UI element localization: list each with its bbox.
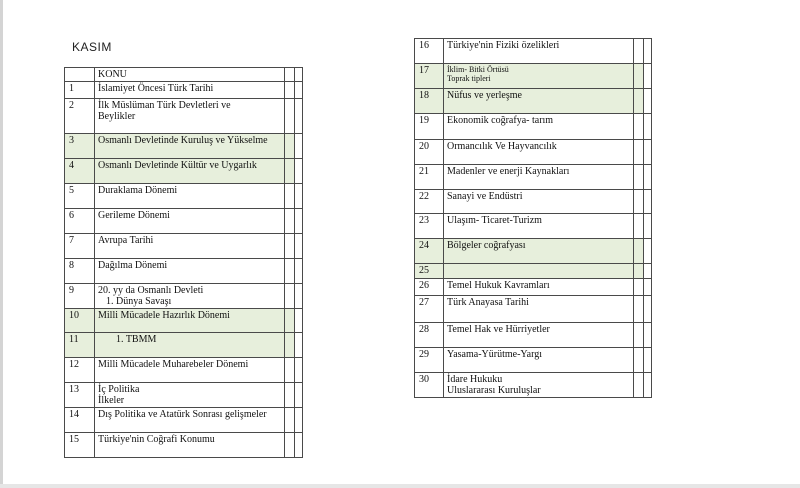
topic-cell: [95, 82, 285, 99]
extra-cell: [285, 209, 295, 234]
row-number: [415, 323, 444, 348]
extra-cell: [634, 239, 644, 264]
topic-cell: [444, 214, 634, 239]
page-title: KASIM: [72, 40, 112, 54]
row-number: [415, 39, 444, 64]
row-number-text: 6: [69, 210, 74, 221]
extra-cell: [295, 209, 303, 234]
table-row: [415, 279, 652, 296]
row-number-text: 4: [69, 160, 74, 171]
row-number-text: 14: [69, 409, 79, 420]
row-number-text: 13: [69, 384, 79, 395]
row-number: [65, 184, 95, 209]
topic-text: 20. yy da Osmanlı Devleti: [98, 285, 204, 296]
row-number: [65, 358, 95, 383]
extra-cell: [634, 64, 644, 89]
topic-cell: [444, 140, 634, 165]
extra-cell: [295, 333, 303, 358]
topic-text: Gerileme Dönemi: [98, 210, 170, 221]
extra-cell: [644, 89, 652, 114]
topic-text: Türk Anayasa Tarihi: [447, 297, 529, 308]
topic-text: Osmanlı Devletinde Kültür ve Uygarlık: [98, 160, 257, 171]
row-number-text: 3: [69, 135, 74, 146]
table-row: [65, 309, 303, 333]
topic-text: Dağılma Dönemi: [98, 260, 168, 271]
row-number-text: 26: [419, 280, 429, 291]
topic-text: Nüfus ve yerleşme: [447, 90, 522, 101]
table-row: [65, 433, 303, 458]
extra-cell: [295, 134, 303, 159]
extra-cell: [644, 323, 652, 348]
extra-cell: [634, 373, 644, 398]
row-number: [65, 383, 95, 408]
extra-cell: [634, 89, 644, 114]
extra-cell: [295, 259, 303, 284]
topic-cell: [444, 296, 634, 323]
topic-text: İslamiyet Öncesi Türk Tarihi: [98, 83, 214, 94]
topic-text: Beylikler: [98, 111, 136, 122]
topic-cell: [444, 348, 634, 373]
header-cell: [95, 68, 285, 82]
row-number-text: 5: [69, 185, 74, 196]
topic-text: Yasama-Yürütme-Yargı: [447, 349, 542, 360]
table-row: [415, 264, 652, 279]
extra-cell: [634, 214, 644, 239]
table-row: [415, 64, 652, 89]
extra-cell: [295, 159, 303, 184]
extra-cell: [644, 165, 652, 190]
extra-cell: [295, 234, 303, 259]
table-row: [65, 184, 303, 209]
row-number: [65, 209, 95, 234]
topic-text: Sanayi ve Endüstri: [447, 191, 523, 202]
topic-cell: [95, 383, 285, 408]
topic-cell: [444, 279, 634, 296]
topic-text: 1. Dünya Savaşı: [106, 296, 172, 307]
topic-cell: [95, 408, 285, 433]
table-row: [65, 333, 303, 358]
extra-cell: [285, 68, 295, 82]
row-number: [415, 190, 444, 214]
row-number-text: 21: [419, 166, 429, 177]
row-number: [415, 114, 444, 140]
extra-cell: [644, 214, 652, 239]
table-row: [415, 323, 652, 348]
topic-cell: [95, 209, 285, 234]
topic-text: Ekonomik coğrafya- tarım: [447, 115, 554, 126]
row-number-text: 8: [69, 260, 74, 271]
row-number: [65, 408, 95, 433]
table-row: [415, 214, 652, 239]
topic-text: Temel Hak ve Hürriyetler: [447, 324, 550, 335]
row-number: [65, 259, 95, 284]
topic-text: Avrupa Tarihi: [98, 235, 154, 246]
extra-cell: [634, 348, 644, 373]
extra-cell: [285, 408, 295, 433]
extra-cell: [285, 309, 295, 333]
extra-cell: [295, 433, 303, 458]
row-number-text: 27: [419, 297, 429, 308]
topics-table-left: [64, 67, 303, 458]
table-row: [65, 284, 303, 309]
topic-cell: [95, 259, 285, 284]
row-number-text: 25: [419, 265, 429, 276]
row-number-text: 18: [419, 90, 429, 101]
window-bottom-edge: [0, 484, 800, 488]
extra-cell: [285, 284, 295, 309]
extra-cell: [634, 190, 644, 214]
row-number: [415, 165, 444, 190]
topic-text: 1. TBMM: [116, 334, 157, 345]
extra-cell: [644, 296, 652, 323]
row-number-text: 2: [69, 100, 74, 111]
row-number: [415, 89, 444, 114]
topic-cell: [95, 99, 285, 134]
row-number-text: 16: [419, 40, 429, 51]
row-number: [65, 333, 95, 358]
row-number-text: 1: [69, 83, 74, 94]
topic-text: Osmanlı Devletinde Kuruluş ve Yükselme: [98, 135, 268, 146]
extra-cell: [295, 408, 303, 433]
extra-cell: [634, 279, 644, 296]
topic-text: İklim- Bitki Örtüsü: [447, 65, 509, 74]
extra-cell: [644, 114, 652, 140]
table-row: [415, 190, 652, 214]
extra-cell: [285, 134, 295, 159]
table-row: [65, 408, 303, 433]
table-row: [65, 68, 303, 82]
extra-cell: [644, 264, 652, 279]
row-number-text: 22: [419, 191, 429, 202]
table-row: [415, 89, 652, 114]
extra-cell: [644, 279, 652, 296]
row-number: [65, 134, 95, 159]
table-row: [65, 358, 303, 383]
topic-text: Ulaşım- Ticaret-Turizm: [447, 215, 542, 226]
extra-cell: [285, 259, 295, 284]
topic-cell: [95, 159, 285, 184]
extra-cell: [644, 140, 652, 165]
row-number-text: 28: [419, 324, 429, 335]
extra-cell: [644, 373, 652, 398]
row-number: [65, 68, 95, 82]
extra-cell: [634, 165, 644, 190]
topic-cell: [444, 165, 634, 190]
extra-cell: [285, 184, 295, 209]
extra-cell: [644, 348, 652, 373]
topic-cell: [444, 264, 634, 279]
row-number: [415, 140, 444, 165]
topic-text: İdare Hukuku: [447, 374, 503, 385]
topic-cell: [444, 89, 634, 114]
row-number: [65, 99, 95, 134]
topic-cell: [444, 64, 634, 89]
topic-cell: [95, 234, 285, 259]
topic-cell: [444, 190, 634, 214]
topic-text: Milli Mücadele Hazırlık Dönemi: [98, 310, 230, 321]
topic-text: Madenler ve enerji Kaynakları: [447, 166, 570, 177]
row-number: [415, 239, 444, 264]
topic-text: Temel Hukuk Kavramları: [447, 280, 550, 291]
topic-cell: [95, 333, 285, 358]
extra-cell: [295, 82, 303, 99]
extra-cell: [634, 323, 644, 348]
extra-cell: [285, 383, 295, 408]
table-row: [415, 114, 652, 140]
extra-cell: [285, 159, 295, 184]
extra-cell: [644, 190, 652, 214]
extra-cell: [285, 333, 295, 358]
extra-cell: [285, 99, 295, 134]
topic-cell: [444, 39, 634, 64]
row-number: [415, 373, 444, 398]
table-row: [415, 165, 652, 190]
topic-text: İç Politika: [98, 384, 140, 395]
table-row: [415, 348, 652, 373]
extra-cell: [285, 82, 295, 99]
row-number-text: 15: [69, 434, 79, 445]
topic-text: Ormancılık Ve Hayvancılık: [447, 141, 557, 152]
row-number: [415, 296, 444, 323]
extra-cell: [634, 140, 644, 165]
row-number-text: 23: [419, 215, 429, 226]
row-number-text: 12: [69, 359, 79, 370]
row-number: [65, 284, 95, 309]
table-row: [415, 296, 652, 323]
extra-cell: [295, 284, 303, 309]
row-number-text: 19: [419, 115, 429, 126]
row-number: [65, 309, 95, 333]
extra-cell: [634, 264, 644, 279]
row-number: [415, 348, 444, 373]
topic-cell: [444, 373, 634, 398]
row-number-text: 29: [419, 349, 429, 360]
extra-cell: [634, 114, 644, 140]
topic-cell: [444, 114, 634, 140]
extra-cell: [295, 68, 303, 82]
topic-text: Türkiye'nin Coğrafi Konumu: [98, 434, 215, 445]
topic-cell: [444, 239, 634, 264]
extra-cell: [644, 239, 652, 264]
extra-cell: [285, 234, 295, 259]
topic-text: Toprak tipleri: [447, 74, 491, 83]
table-row: [65, 134, 303, 159]
row-number-text: 30: [419, 374, 429, 385]
table-row: [415, 239, 652, 264]
row-number-text: 20: [419, 141, 429, 152]
extra-cell: [644, 64, 652, 89]
extra-cell: [295, 358, 303, 383]
topic-text: Bölgeler coğrafyası: [447, 240, 526, 251]
row-number: [415, 214, 444, 239]
row-number-text: 17: [419, 65, 429, 76]
topic-text: Milli Mücadele Muharebeler Dönemi: [98, 359, 249, 370]
topic-text: Duraklama Dönemi: [98, 185, 178, 196]
topic-text: Dış Politika ve Atatürk Sonrası gelişmeler: [98, 409, 267, 420]
table-row: [65, 209, 303, 234]
topic-text: İlk Müslüman Türk Devletleri ve: [98, 100, 231, 111]
topic-text: İlkeler: [98, 395, 125, 406]
table-row: [65, 383, 303, 408]
row-number: [415, 64, 444, 89]
row-number-text: 7: [69, 235, 74, 246]
table-row: [65, 159, 303, 184]
extra-cell: [285, 358, 295, 383]
topics-table-right: [414, 38, 652, 398]
column-header: KONU: [98, 69, 127, 80]
topic-text: Uluslararası Kuruluşlar: [447, 385, 541, 396]
table-row: [65, 82, 303, 99]
row-number: [415, 279, 444, 296]
row-number: [415, 264, 444, 279]
extra-cell: [285, 433, 295, 458]
row-number: [65, 159, 95, 184]
row-number: [65, 234, 95, 259]
row-number-text: 24: [419, 240, 429, 251]
topic-cell: [95, 433, 285, 458]
extra-cell: [634, 39, 644, 64]
table-row: [65, 99, 303, 134]
table-row: [415, 373, 652, 398]
extra-cell: [295, 184, 303, 209]
topic-cell: [95, 284, 285, 309]
extra-cell: [644, 39, 652, 64]
table-row: [65, 234, 303, 259]
topic-cell: [95, 309, 285, 333]
extra-cell: [295, 383, 303, 408]
extra-cell: [295, 99, 303, 134]
row-number: [65, 82, 95, 99]
topic-cell: [444, 323, 634, 348]
topic-cell: [95, 184, 285, 209]
extra-cell: [634, 296, 644, 323]
row-number-text: 11: [69, 334, 79, 345]
extra-cell: [295, 309, 303, 333]
table-row: [65, 259, 303, 284]
topic-cell: [95, 134, 285, 159]
row-number: [65, 433, 95, 458]
row-number-text: 10: [69, 310, 79, 321]
table-row: [415, 140, 652, 165]
table-row: [415, 39, 652, 64]
topic-text: Türkiye'nin Fiziki özelikleri: [447, 40, 560, 51]
topic-cell: [95, 358, 285, 383]
window-left-edge: [0, 0, 3, 488]
row-number-text: 9: [69, 285, 74, 296]
